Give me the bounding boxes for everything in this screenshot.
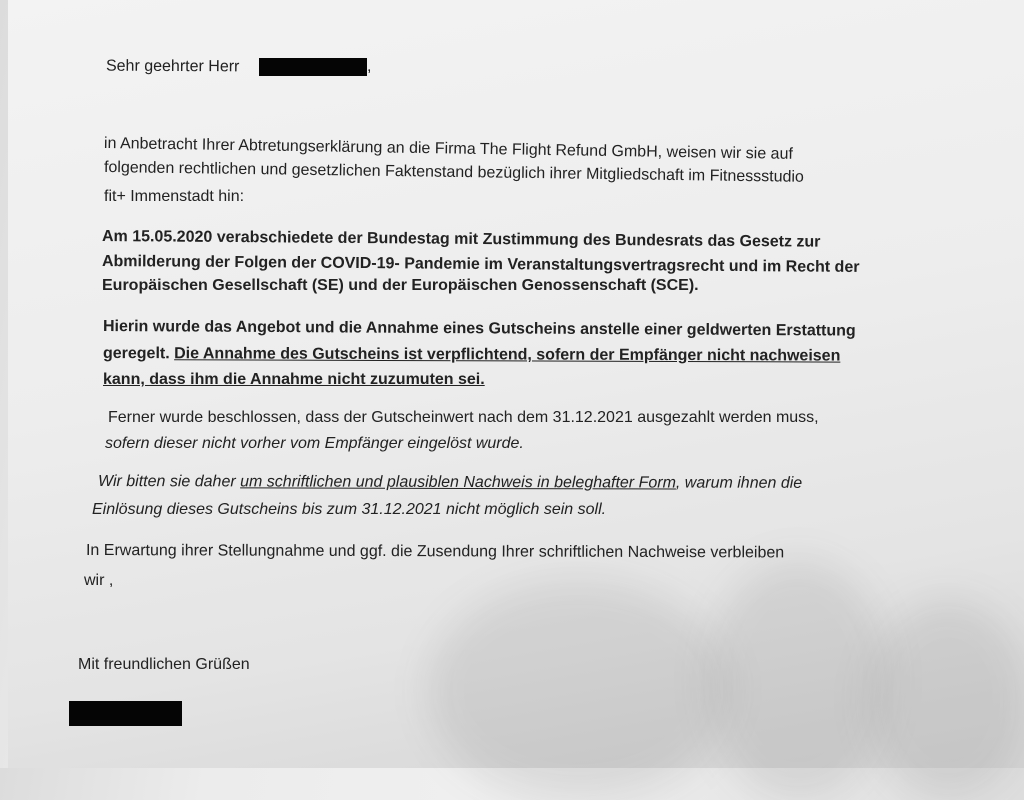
law-line: Europäischen Gesellschaft (SE) und der Europäischen Genossenschaft (SCE). xyxy=(102,277,699,294)
photo-shadow xyxy=(428,580,728,800)
request-line: Wir bitten sie daher um schriftlichen und plausiblen Nachweis in beleghafter Form, warum ihnen die xyxy=(97,473,803,492)
payout-line: Ferner wurde beschlossen, dass der Gutscheinwert nach dem 31.12.2021 ausgezahlt werden muss, xyxy=(108,409,819,426)
voucher-line: kann, dass ihm die Annahme nicht zuzumuten sei. xyxy=(103,371,485,388)
salutation: Sehr geehrter Herr xyxy=(105,57,240,76)
law-line: Am 15.05.2020 verabschiedete der Bundestag mit Zustimmung des Bundesrats das Gesetz zur xyxy=(101,228,821,251)
voucher-line: geregelt. Die Annahme des Gutscheins ist verpflichtend, sofern der Empfänger nicht nachweisen xyxy=(102,345,841,365)
salutation-comma: , xyxy=(367,58,372,75)
request-line: Einlösung dieses Gutscheins bis zum 31.12.2021 nicht möglich sein soll. xyxy=(92,501,607,518)
intro-line: in Anbetracht Ihrer Abtretungserklärung an die Firma The Flight Refund GmbH, weisen wir sie auf xyxy=(103,135,793,163)
intro-line: fit+ Immenstadt hin: xyxy=(104,188,245,205)
regards: Mit freundlichen Grüßen xyxy=(78,656,250,673)
closing-line: In Erwartung ihrer Stellungnahme und ggf. die Zusendung Ihrer schriftlichen Nachweise verbleiben xyxy=(85,542,785,562)
voucher-line: Hierin wurde das Angebot und die Annahme eines Gutscheins anstelle einer geldwerten Erstattung xyxy=(102,318,856,340)
photo-shadow xyxy=(868,600,1024,800)
law-line: Abmilderung der Folgen der COVID-19- Pandemie im Veranstaltungsvertragsrecht und im Recht der xyxy=(101,253,860,276)
closing-line: wir , xyxy=(84,572,114,589)
redacted-name xyxy=(259,58,367,76)
redacted-signature xyxy=(69,701,182,726)
intro-line: folgenden rechtlichen und gesetzlichen Faktenstand bezüglich ihrer Mitgliedschaft im Fitnessstudio xyxy=(103,159,805,186)
photo-shadow xyxy=(708,560,888,800)
payout-line: sofern dieser nicht vorher vom Empfänger eingelöst wurde. xyxy=(105,435,524,452)
